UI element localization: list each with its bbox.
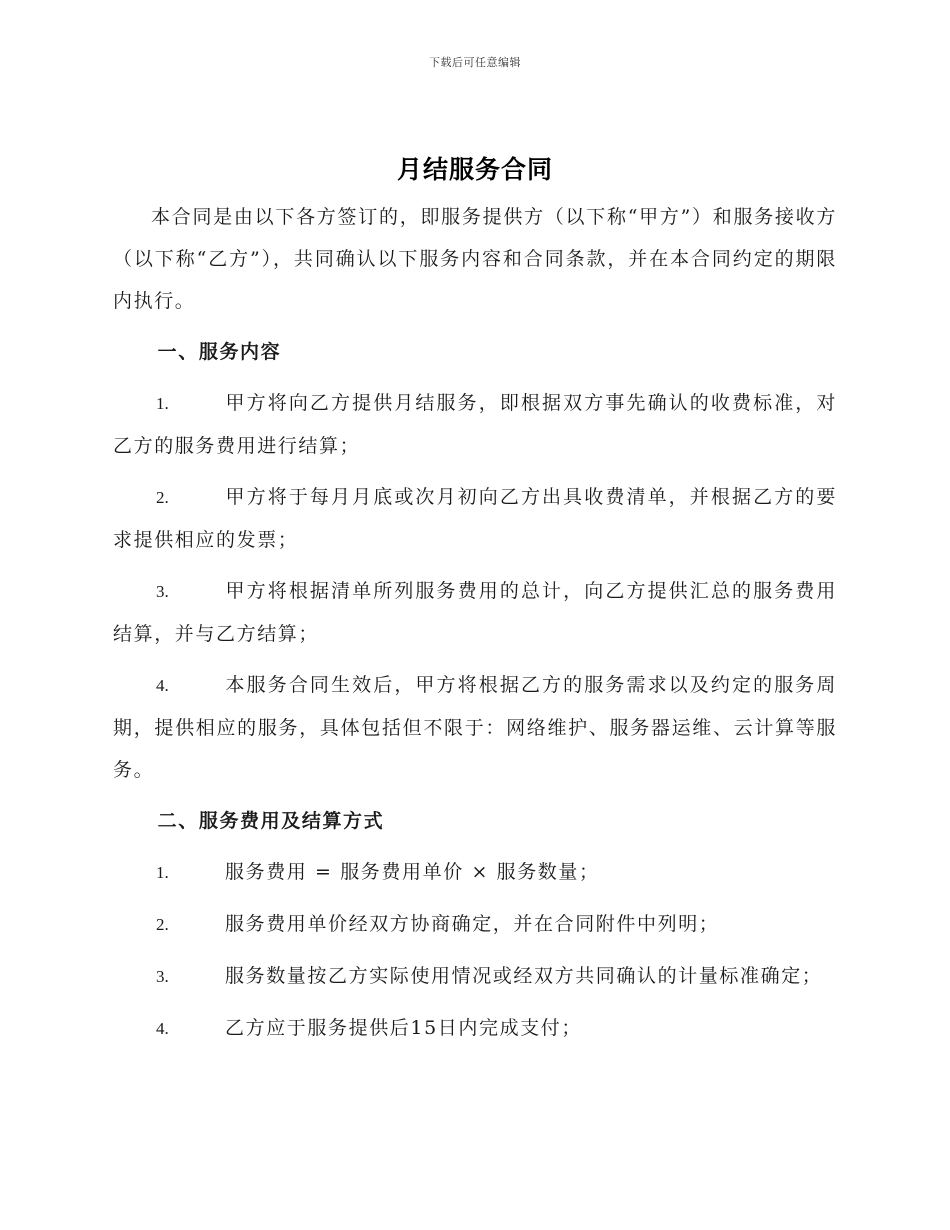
item-text: 甲方将根据清单所列服务费用的总计，向乙方提供汇总的服务费用结算，并与乙方结算； bbox=[113, 580, 837, 645]
intro-paragraph: 本合同是由以下各方签订的，即服务提供方（以下称“甲方”）和服务接收方（以下称“乙方”），共同确认以下服务内容和合同条款，并在本合同约定的期限内执行。 bbox=[113, 206, 837, 312]
item-number: 4. bbox=[156, 1019, 169, 1038]
list-item bbox=[113, 903, 837, 946]
item-number: 1. bbox=[156, 863, 169, 882]
item-text: 乙方应于服务提供后15日内完成支付； bbox=[225, 1017, 582, 1039]
list-item bbox=[113, 476, 837, 561]
list-item bbox=[113, 382, 837, 467]
list-item bbox=[113, 570, 837, 655]
list-item bbox=[113, 955, 837, 998]
list-item bbox=[113, 1007, 837, 1050]
header-note: 下载后可任意编辑 bbox=[429, 56, 521, 69]
section-fees-settlement bbox=[113, 800, 837, 1050]
item-number: 3. bbox=[156, 582, 169, 601]
item-number: 3. bbox=[156, 967, 169, 986]
section-service-content bbox=[113, 331, 837, 791]
item-number: 2. bbox=[156, 915, 169, 934]
item-text: 服务费用单价经双方协商确定，并在合同附件中列明； bbox=[225, 913, 720, 935]
item-text: 服务数量按乙方实际使用情况或经双方共同确认的计量标准确定； bbox=[225, 965, 823, 987]
item-text: 甲方将于每月月底或次月初向乙方出具收费清单，并根据乙方的要求提供相应的发票； bbox=[113, 486, 837, 551]
item-text: 本服务合同生效后，甲方将根据乙方的服务需求以及约定的服务周期，提供相应的服务，具体包括但不限于：网络维护、服务器运维、云计算等服务。 bbox=[113, 674, 837, 781]
item-text: 服务费用 = 服务费用单价 × 服务数量； bbox=[225, 861, 600, 883]
document-title: 月结服务合同 bbox=[396, 155, 553, 184]
item-number: 2. bbox=[156, 488, 169, 507]
list-item bbox=[113, 851, 837, 894]
document-body bbox=[113, 196, 837, 1059]
item-number: 4. bbox=[156, 676, 169, 695]
item-number: 1. bbox=[156, 394, 169, 413]
section-heading: 二、服务费用及结算方式 bbox=[157, 810, 385, 832]
item-text: 甲方将向乙方提供月结服务，即根据双方事先确认的收费标准，对乙方的服务费用进行结算； bbox=[113, 392, 837, 457]
section-heading: 一、服务内容 bbox=[157, 341, 282, 363]
list-item bbox=[113, 664, 837, 791]
